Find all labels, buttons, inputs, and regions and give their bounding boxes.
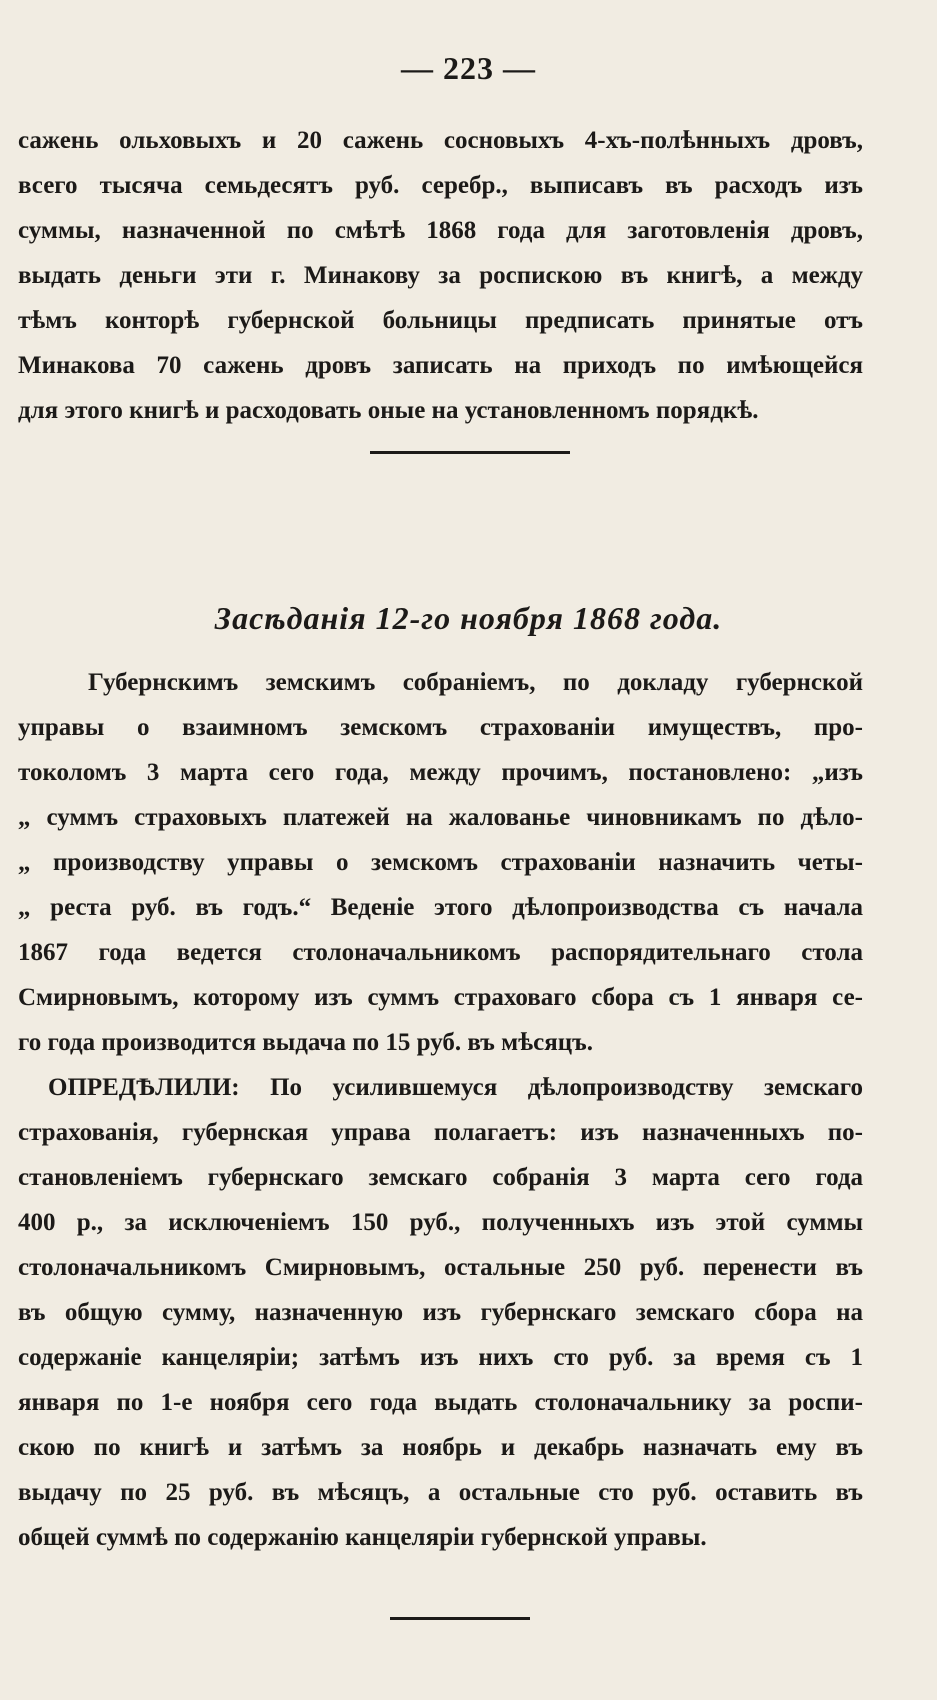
text-line: ОПРЕДѢЛИЛИ: По усилившемуся дѣлопроизводству земскаго xyxy=(48,1074,863,1101)
end-divider xyxy=(390,1617,530,1620)
paragraph-2 xyxy=(18,660,863,1560)
text-line: столоначальникомъ Смирновымъ, остальные 250 руб. перенести въ xyxy=(18,1254,863,1281)
text-line: становленіемъ губернскаго земскаго собранія 3 марта сего года xyxy=(18,1164,863,1191)
text-line: сажень ольховыхъ и 20 сажень сосновыхъ 4-хъ-полѣнныхъ дровъ, xyxy=(18,127,863,154)
text-line: для этого книгѣ и расходовать оные на установленномъ порядкѣ. xyxy=(18,397,759,424)
text-line: въ общую сумму, назначенную изъ губернскаго земскаго сбора на xyxy=(18,1299,863,1326)
text-line: общей суммѣ по содержанію канцеляріи губернской управы. xyxy=(18,1524,707,1551)
text-line: выдать деньги эти г. Минакову за роспискою въ книгѣ, а между xyxy=(18,262,863,289)
text-line: тѣмъ конторѣ губернской больницы предписать принятые отъ xyxy=(18,307,863,334)
text-line: января по 1-е ноября сего года выдать столоначальнику за роспи- xyxy=(18,1389,863,1416)
text-line: Смирновымъ, которому изъ суммъ страховаго сбора съ 1 января се- xyxy=(18,984,863,1011)
text-line: „ производству управы о земскомъ страхованіи назначить четы- xyxy=(18,849,863,876)
text-line: всего тысяча семьдесятъ руб. серебр., выписавъ въ расходъ изъ xyxy=(18,172,863,199)
text-line: „ суммъ страховыхъ платежей на жалованье чиновникамъ по дѣло- xyxy=(18,804,863,831)
text-line: управы о взаимномъ земскомъ страхованіи имуществъ, про- xyxy=(18,714,863,741)
text-line: страхованія, губернская управа полагаетъ: изъ назначенныхъ по- xyxy=(18,1119,863,1146)
session-heading: Засѣданія 12-го ноября 1868 года. xyxy=(214,600,723,636)
paragraph-top xyxy=(18,118,863,433)
text-line: токоломъ 3 марта сего года, между прочимъ, постановлено: „изъ xyxy=(18,759,863,786)
text-line: го года производится выдача по 15 руб. въ мѣсяцъ. xyxy=(18,1029,594,1056)
page-number: — 223 — xyxy=(401,50,536,86)
text-line: выдачу по 25 руб. въ мѣсяцъ, а остальные сто руб. оставить въ xyxy=(18,1479,863,1506)
text-line: суммы, назначенной по смѣтѣ 1868 года для заготовленія дровъ, xyxy=(18,217,863,244)
text-line: содержаніе канцеляріи; затѣмъ изъ нихъ сто руб. за время съ 1 xyxy=(18,1344,863,1371)
text-line: 1867 года ведется столоначальникомъ распорядительнаго стола xyxy=(18,939,863,966)
section-divider xyxy=(370,451,570,454)
text-line: скою по книгѣ и затѣмъ за ноябрь и декабрь назначать ему въ xyxy=(18,1434,863,1461)
text-line: „ реста руб. въ годъ.“ Веденіе этого дѣлопроизводства съ начала xyxy=(18,894,863,921)
text-line: 400 р., за исключеніемъ 150 руб., полученныхъ изъ этой суммы xyxy=(18,1209,863,1236)
text-line: Губернскимъ земскимъ собраніемъ, по докладу губернской xyxy=(88,669,863,696)
text-line: Минакова 70 сажень дровъ записать на приходъ по имѣющейся xyxy=(18,352,863,379)
